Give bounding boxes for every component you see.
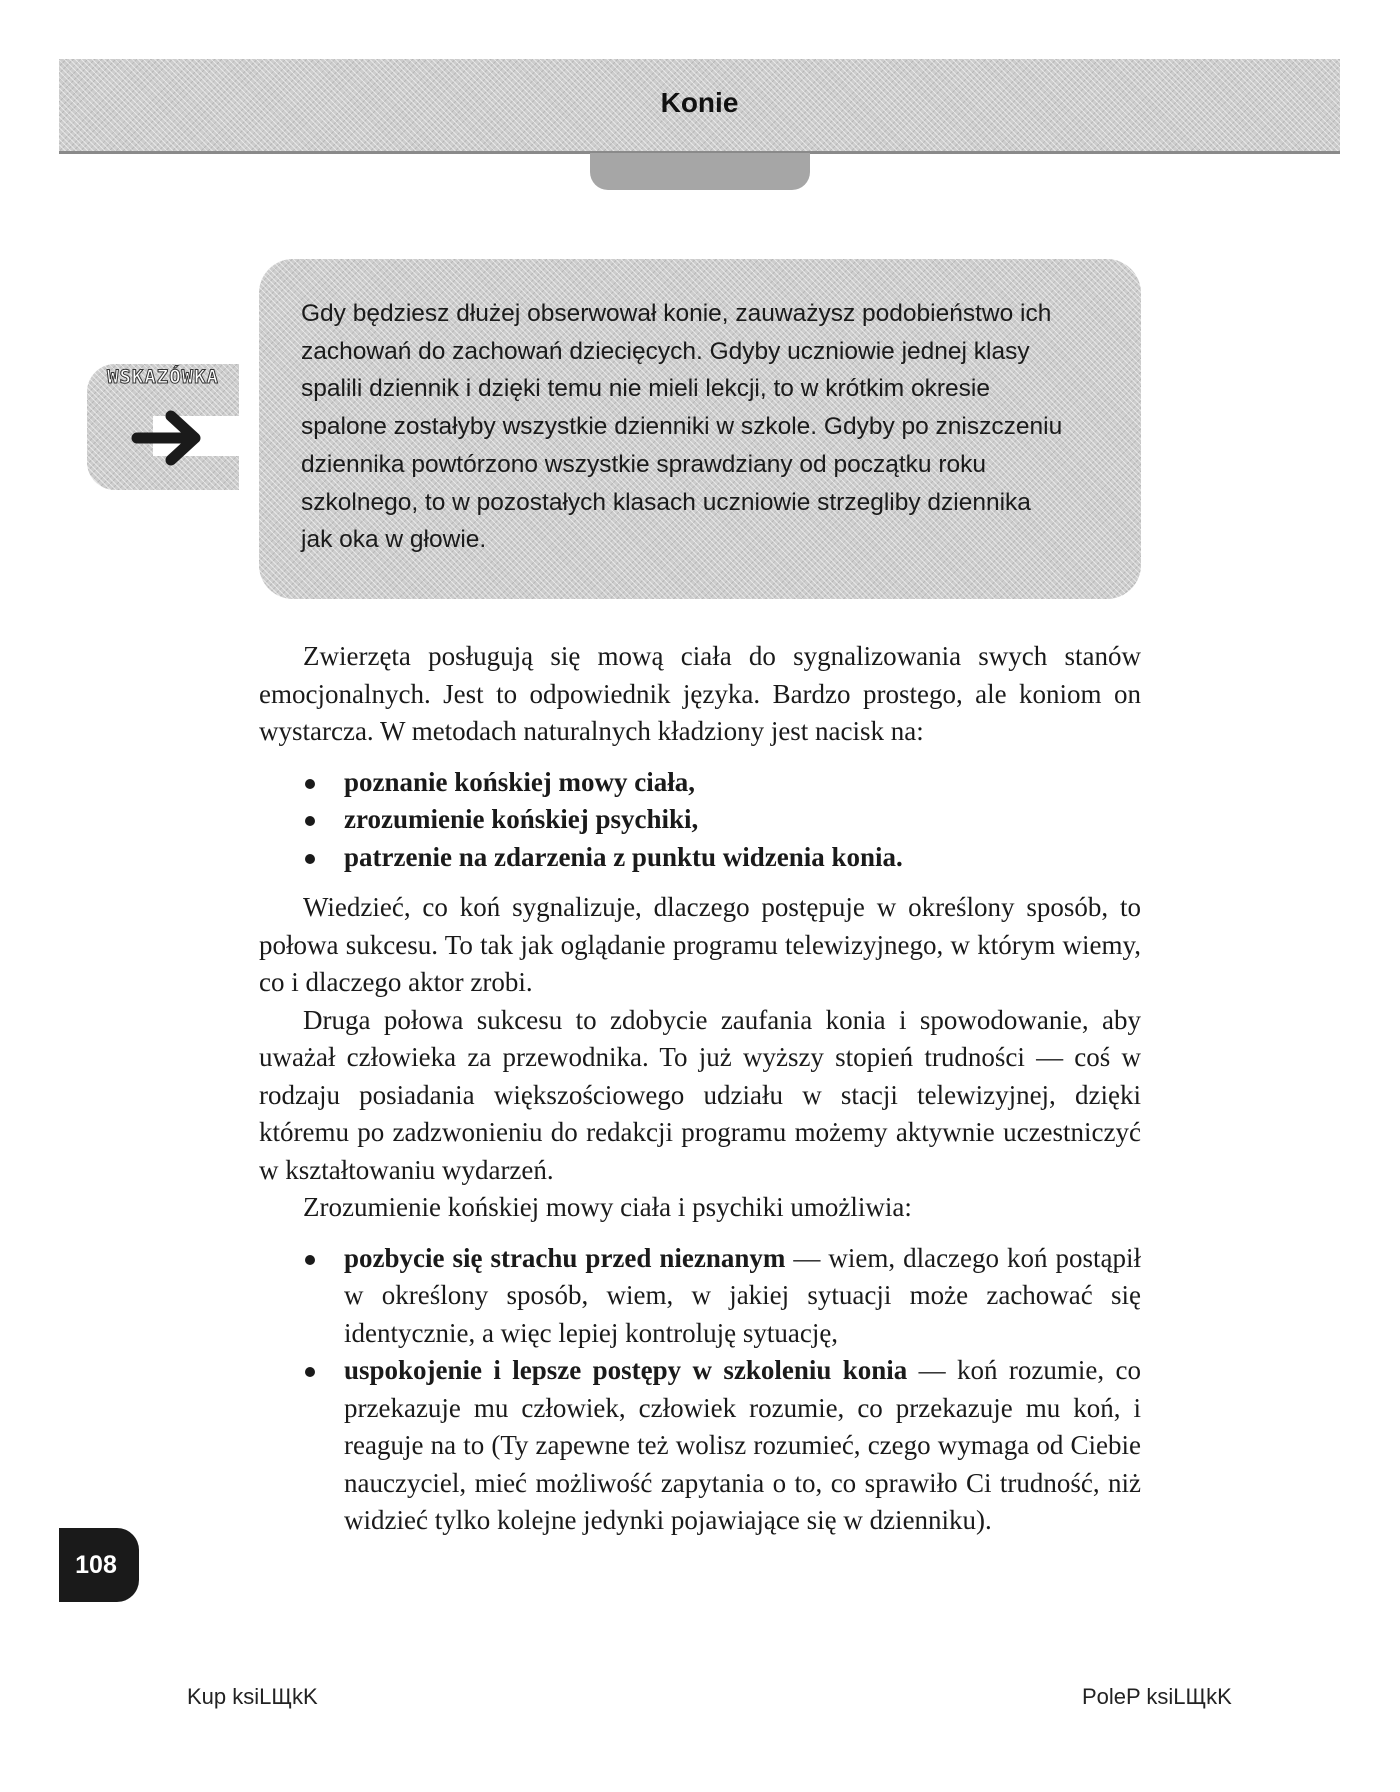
paragraph: Druga połowa sukcesu to zdobycie zaufania konia i spowodowanie, aby uważał człowieka za przewodnika. To już wyższy stopień trudności — coś w rodzaju posiadania większościowego udziału w stacji telewizyjnej, dzięki któremu po zadzwonieniu do redakcji programu możemy aktywnie uczestniczyć w kształtowaniu wydarzeń. <box>259 1004 1141 1185</box>
paragraph: Zwierzęta posługują się mową ciała do sygnalizowania swych stanów emocjonalnych. Jest to odpowiednik języka. Bardzo prostego, ale koniom on wystarcza. W metodach naturalnych kładziony jest nacisk na: <box>259 641 1141 746</box>
list-item: zrozumienie końskiej psychiki, <box>344 801 1141 839</box>
hint-line: dziennika powtórzono wszystkie sprawdziany od początku roku <box>301 450 986 478</box>
list-item-bold: pozbycie się strachu przed nieznanym <box>344 1242 786 1273</box>
list-item: poznanie końskiej mowy ciała, <box>344 764 1141 802</box>
list-item: patrzenie na zdarzenia z punktu widzenia konia. <box>344 839 1141 877</box>
bullet-list <box>259 1240 1141 1540</box>
paragraph: Zrozumienie końskiej mowy ciała i psychiki umożliwia: <box>303 1192 912 1222</box>
hint-box <box>259 259 1141 599</box>
hint-line: szkolnego, to w pozostałych klasach uczniowie strzegliby dziennika <box>301 488 1031 516</box>
header-tab <box>590 153 810 190</box>
page-number: 108 <box>59 1528 139 1602</box>
hint-tag <box>87 364 239 490</box>
hint-label: WSKAZÓWKA <box>107 366 219 388</box>
hint-line: spalone zostałyby wszystkie dzienniki w szkole. Gdyby po zniszczeniu <box>301 413 1063 441</box>
list-item <box>344 1240 1141 1353</box>
hint-line: Gdy będziesz dłużej obserwował konie, zauważysz podobieństwo ich <box>301 300 1052 327</box>
recommend-book-link[interactable]: PoleP ksiLЩkK <box>1082 1684 1232 1709</box>
hint-line: spalili dziennik i dzięki temu nie mieli lekcji, to w krótkim okresie <box>301 375 990 403</box>
chapter-title: Konie <box>660 87 739 118</box>
list-item-text: — wiem, dlaczego koń postąpił w określony sposób, wiem, w jakiej sytuacji może zachować się identycznie, a więc lepiej kontroluję sytuację, <box>344 1242 1141 1348</box>
buy-book-link[interactable]: Kup ksiLЩkK <box>187 1684 318 1709</box>
hint-text <box>301 295 1101 559</box>
hint-line: jak oka w głowie. <box>301 526 487 554</box>
bullet-list <box>259 764 1141 877</box>
list-item-bold: uspokojenie i lepsze postępy w szkoleniu konia <box>344 1355 908 1385</box>
paragraph: Wiedzieć, co koń sygnalizuje, dlaczego postępuje w określony sposób, to połowa sukcesu. To tak jak oglądanie programu telewizyjnego, w którym wiemy, co i dlaczego aktor zrobi. <box>259 892 1141 997</box>
list-item-text: — koń rozumie, co przekazuje mu człowiek, człowiek rozumie, co przekazuje mu koń, i reaguje na to (Ty zapewne też wolisz rozumieć, czego wymaga od Ciebie nauczyciel, mieć możliwość zapytania o to, co sprawiło Ci trudność, niż widzieć tylko kolejne jedynki pojawiające się w dzienniku). <box>344 1355 1141 1535</box>
body-text <box>259 638 1141 1553</box>
arrow-right-icon <box>131 408 209 468</box>
list-item <box>344 1352 1141 1540</box>
hint-line: zachowań do zachowań dziecięcych. Gdyby uczniowie jednej klasy <box>301 337 1030 365</box>
chapter-header <box>59 59 1340 154</box>
